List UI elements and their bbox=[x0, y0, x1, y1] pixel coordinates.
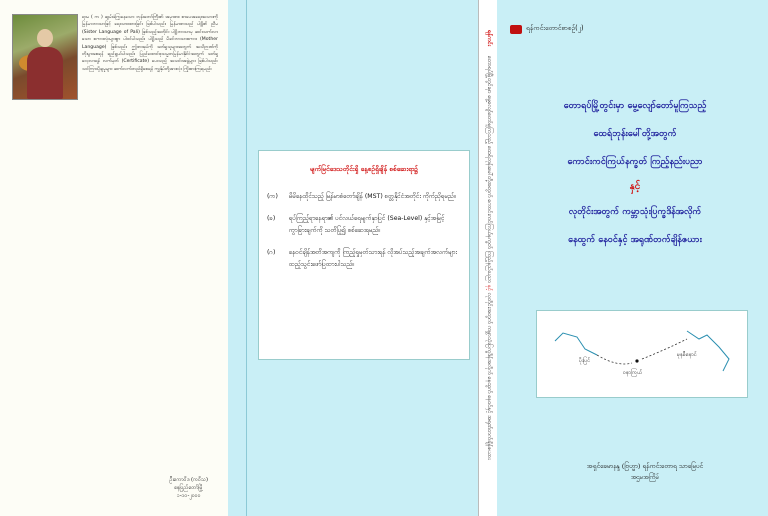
back-cover-signature bbox=[169, 476, 208, 500]
back-cover-text bbox=[12, 14, 218, 102]
spine-title: တောရပ်မြို့တွင်းမှာ မွေ့လျော်တော်မူကြသည့် ထေရ်ဘုန်းမေါ်တို့အတွက် ကောင်းကင်ကြယ်နက္ခတ် ကြည့်နည်းပညာ bbox=[486, 55, 492, 284]
diagram-label-left: ပိုးပြင် bbox=[579, 358, 591, 364]
series-label bbox=[510, 24, 584, 34]
title-line: ကောင်းကင်ကြယ်နက္ခတ် ကြည့်နည်းပညာ bbox=[567, 157, 703, 167]
title-line: တောရပ်မြို့တွင်းမှာ မွေ့လျော်တော်မူကြသည့် bbox=[563, 101, 707, 111]
series-text: ရန်ကင်းတောင်စာစဉ်(၂) bbox=[526, 24, 584, 32]
notice-item-number: (ခ) bbox=[267, 215, 276, 222]
constellation-left bbox=[555, 333, 597, 355]
notice-item-text: ရပ်ကြည့်ရာနေရာ၏ ပင်လယ်ရေမျက်နှာပြင် (Sea-Level) နှင့်အမြင့်ကွာခြားချက်ကို သတိပြု၍ စစ်ဆေးရမည်။ bbox=[289, 215, 445, 234]
notice-item bbox=[267, 213, 461, 237]
signature-name: ဦးကောဝိဒ (ကဝိသ) bbox=[169, 477, 208, 483]
edition-label: အဌမအကြိမ် bbox=[630, 474, 660, 481]
title-line: ထေရ်ဘုန်းမေါ်တို့အတွက် bbox=[593, 129, 677, 139]
notice-title: မျက်မြင်ဒေသတိုင်းရှိ နေ့စဉ်ရှိချိန် စစ်ဆေးရာ၌ bbox=[309, 165, 419, 173]
notice-item-text: နေဝင်ချိန်အတိအကျကို ကြည့်ရှုမှတ်သားရန် လိုအပ်သည့်အချက်အလက်များ ထည့်သွင်းဖော်ပြထားပါသည်။ bbox=[289, 249, 457, 268]
notice-item bbox=[267, 191, 461, 203]
publisher-logo-icon bbox=[510, 25, 522, 34]
notice-item-text: မိမိနေထိုင်သည့် မြန်မာစံတော်ချိန် (MST) စတ္တနိုင်ငံအတိုင်း ကိုက်ညှိရမည်။ bbox=[289, 193, 456, 200]
title-line: လုတိုင်းအတွက် ကမ္ဘာသုံးပြက္ခဒိန်အလိုက် bbox=[568, 207, 702, 217]
star-diagram bbox=[536, 310, 748, 398]
title-amp: နှင့် bbox=[629, 181, 641, 192]
spine-text bbox=[484, 30, 494, 500]
spine-amp: နှင့် bbox=[486, 284, 492, 291]
arc-left bbox=[597, 355, 632, 364]
notice-item bbox=[267, 247, 461, 271]
signature-date: ၁-၁၀-၂၀၀၀ bbox=[176, 493, 201, 499]
star-point bbox=[635, 359, 638, 362]
diagram-label-center: ဝနာကြယ် bbox=[623, 370, 643, 376]
spine-logo: ရန်ကင်း bbox=[486, 30, 492, 47]
notice-item-number: (က) bbox=[267, 193, 278, 200]
title-line: နေထွက် နေဝင်နှင့် အရုဏ်တက်ချိန်ဇယား bbox=[568, 235, 702, 245]
front-cover bbox=[497, 0, 768, 516]
publisher-block bbox=[530, 460, 760, 484]
back-cover bbox=[0, 0, 228, 516]
back-cover-paragraph: ရာမ ( က ) ဆွမ်းခံကြွနေသော ဘုန်းတော်ကြီး၏ အမှာစာ။ စာပေအရေးအသားကို မြန်မာဘာသာဖြင့် ရေးသားထားခြင်း ဖြစ်ပါသည်။ မြန်မာစာသည် ပါဠိ၏ ညီမ (Sister Language of Pali) ဖြစ်သည့်အတိုင်း ပါဠိဘာသာမှ ဆင်းသက်လာသော စကားလုံးများစွာ ပါဝင်ပါသည်။ ပါဠိသည် မိခင်ဘာသာစကား (Mother Language) ဖြစ်သည်။ ဤစာအုပ်ကို ဖတ်ရှုသူများအတွက် အသိဉာဏ်ကို တိုးပွားစေရန် ရည်ရွယ်ပါသည်။ ပြည်ထောင်စုသမ္မတမြန်မာနိုင်ငံအတွက် ဖတ်ရှုလေ့လာရန် လက်မှတ် (Certificate) ပေးသည့် အသင်းအဖွဲ့များ ဖြစ်ပါသည်။ သင်ကြားပို့ချမှုများ ဆက်လက်တည်ရှိစေရန် ကျွန်ုပ်တို့အားလုံး ကြိုးစားကြရမည်။ bbox=[82, 15, 218, 72]
spine-subtitle: လုတိုင်းအတွက် ကမ္ဘာသုံးပြက္ခဒိန်အလိုက် နေထွက် နေဝင်နှင့် အရုဏ်တက်ချိန်ဇယား bbox=[486, 292, 492, 460]
notice-box bbox=[258, 150, 470, 360]
diagram-label-right: မုနစီနောင် bbox=[677, 352, 697, 358]
book-title bbox=[510, 92, 760, 254]
publisher-name: အရှင်ခေမာနန္ဒ (ဗြဟ္မာ) ရန်ကင်းတောရ သာမြေပင် bbox=[586, 462, 704, 470]
star-diagram-svg bbox=[537, 311, 747, 397]
back-spine-strip bbox=[228, 0, 246, 516]
notice-item-number: (ဂ) bbox=[267, 249, 276, 256]
signature-place: နေပြည်တော်မြို့ bbox=[174, 485, 204, 491]
